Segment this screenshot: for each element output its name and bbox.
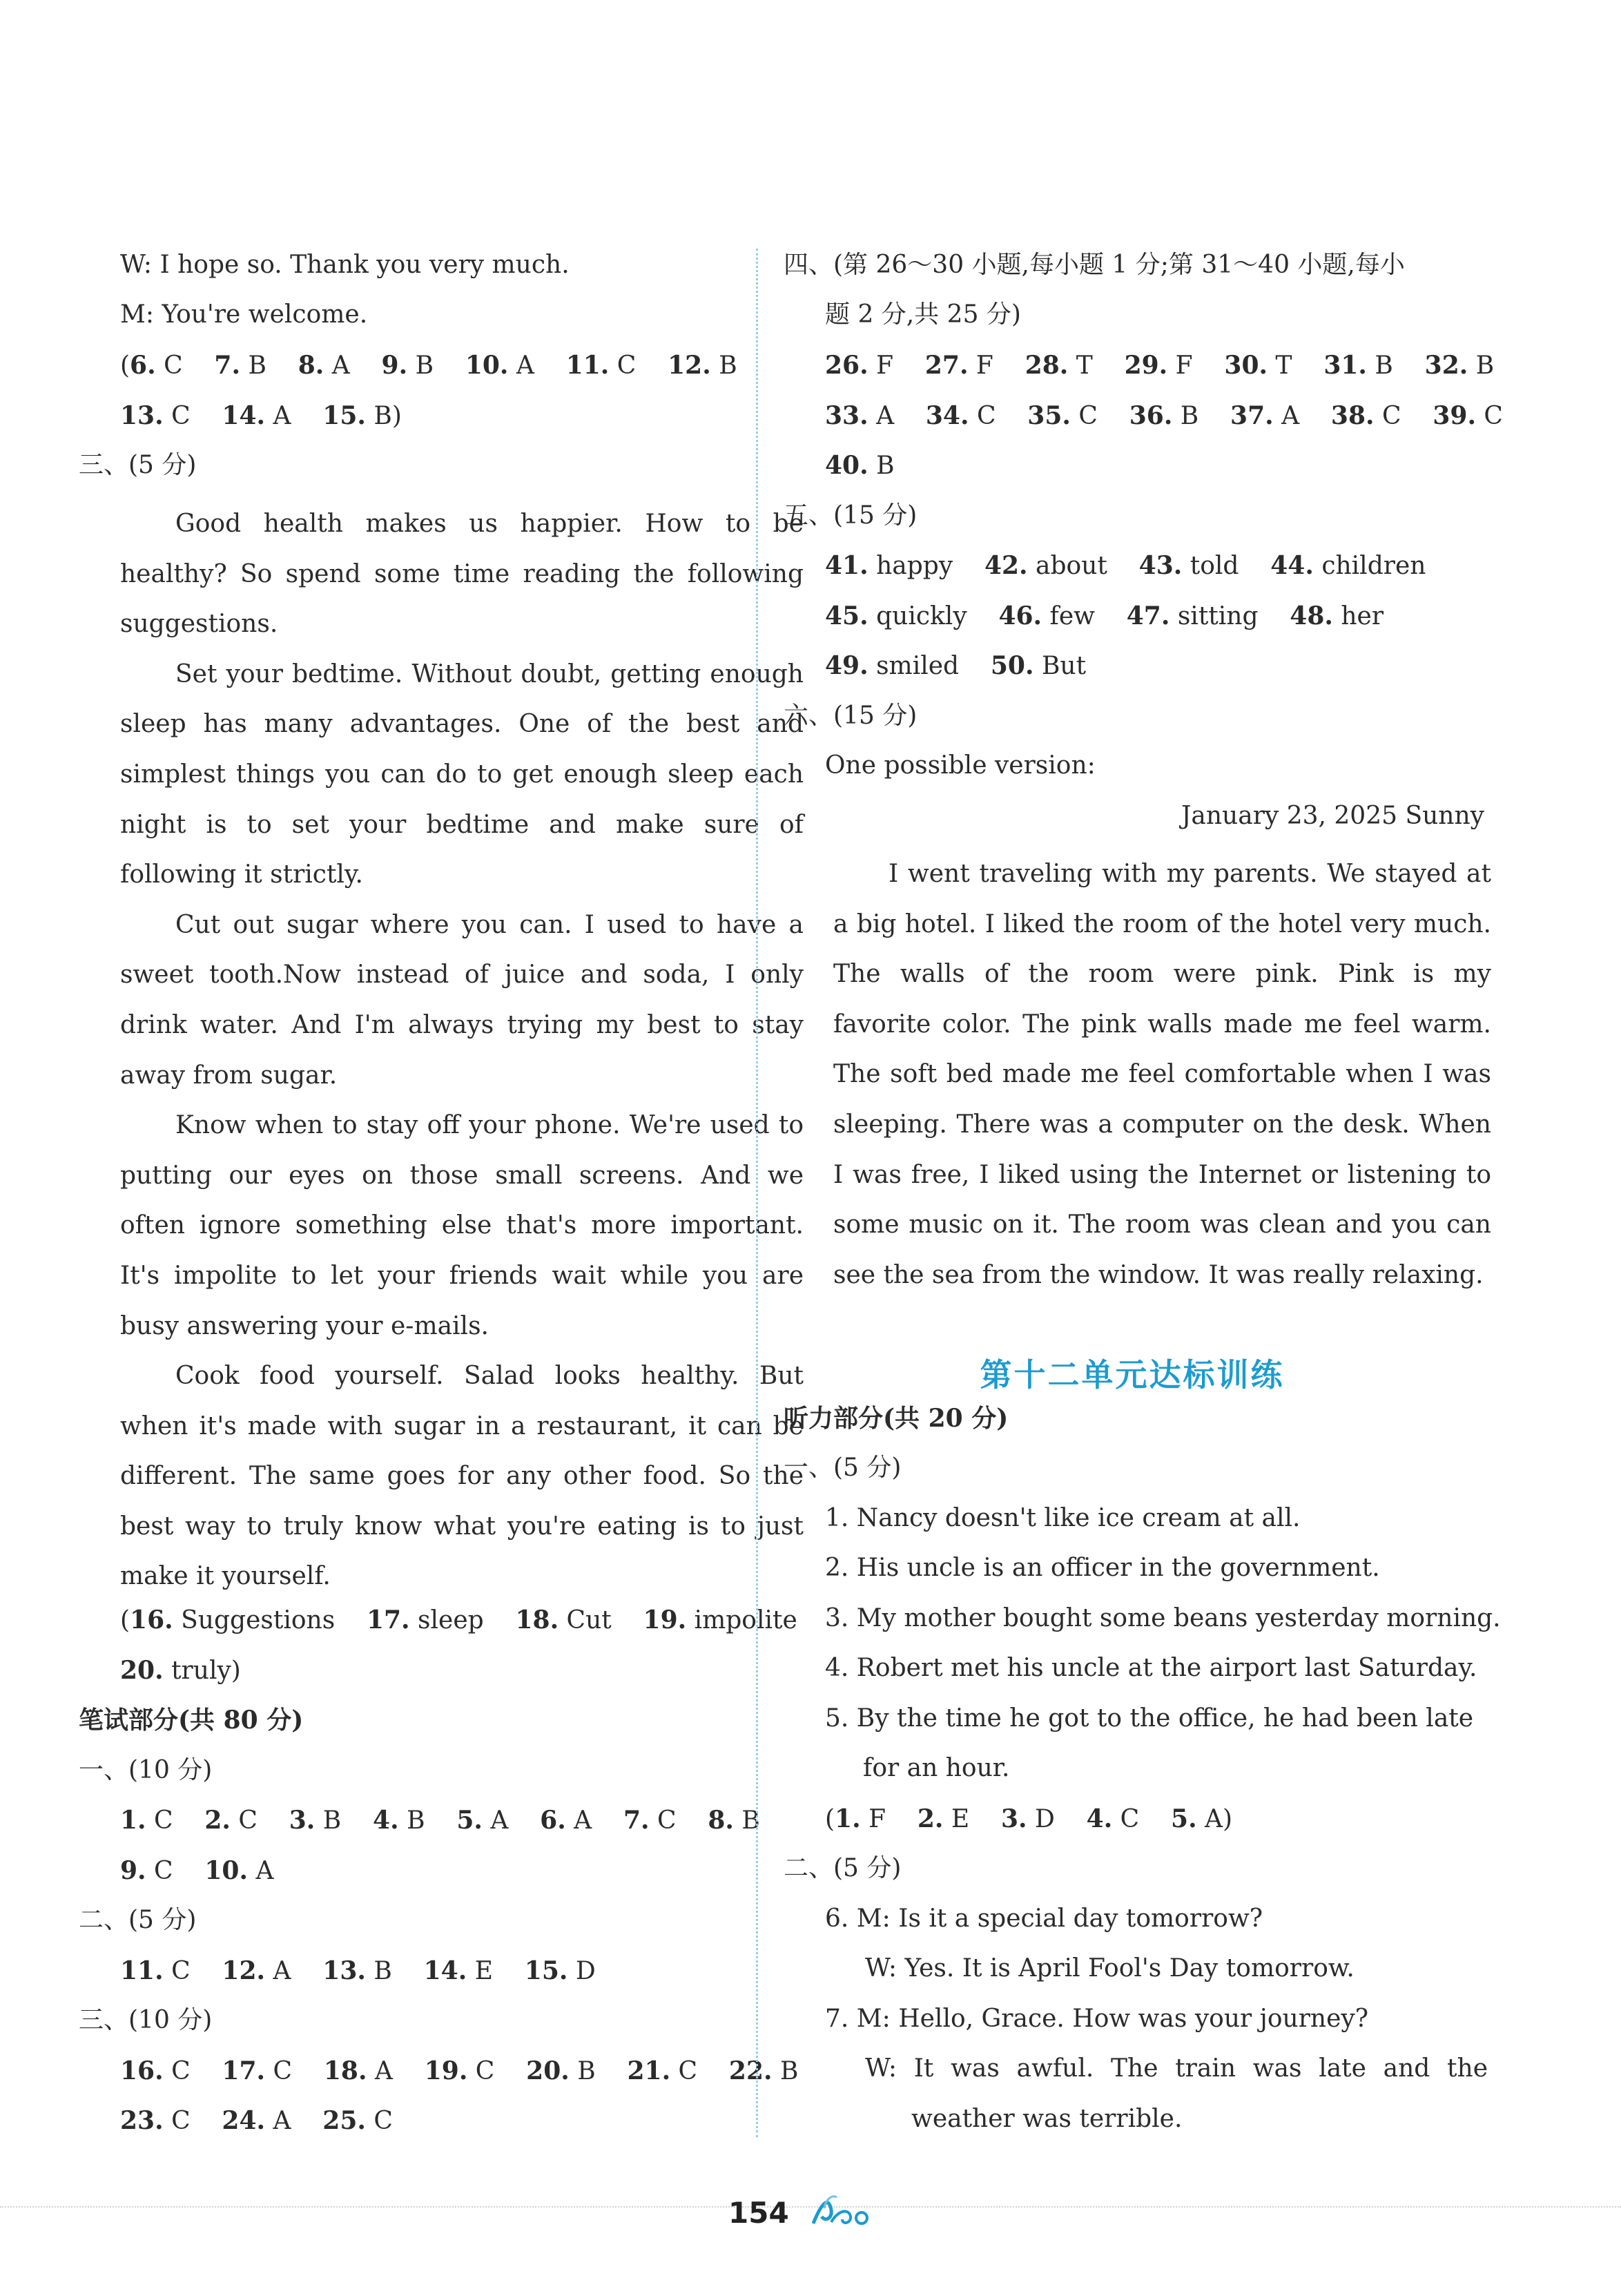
answer-row [120,2104,393,2137]
answer: 7. C [623,1806,677,1835]
section-heading: 一、(5 分) [784,1454,902,1482]
answer: 27. F [924,351,993,380]
section-heading: 五、(15 分) [784,501,918,530]
answer-row [825,349,1494,382]
answer: 45. quickly [825,601,967,630]
answer: 29. F [1124,351,1193,380]
passage-paragraph: Good health makes us happier. How to be healthy? So spend some time reading the following suggestions. [120,510,804,639]
answer: 3. B [289,1806,342,1835]
answer: (1. F [825,1804,886,1833]
answer: 14. E [423,1956,493,1985]
passage [120,499,804,1602]
answer: 36. B [1129,401,1199,430]
answer: 3. D [1000,1804,1055,1833]
dialog-line: W: It was awful. The train was late and the [865,2054,1488,2083]
answer-row [120,1854,273,1887]
answer: 15. B) [322,401,402,430]
dialog-line: W: Yes. It is April Fool's Day tomorrow. [865,1954,1355,1983]
answer: 9. C [120,1856,173,1885]
unit-title: 第十二单元达标训练 [980,1356,1285,1393]
answer: 50. But [990,651,1087,680]
section-heading: 四、(第 26～30 小题,每小题 1 分;第 31～40 小题,每小 [784,251,1405,279]
answer: (6. C [120,351,183,380]
page-number: 154 [728,2196,789,2230]
answer: 8. B [708,1806,760,1835]
answer: (16. Suggestions [120,1605,336,1634]
answer: 11. C [565,351,637,380]
answer: 8. A [298,351,350,380]
listening-item: 5. By the time he got to the office, he had been late [825,1704,1474,1733]
dialog-line: W: I hope so. Thank you very much. [120,251,570,279]
answer: 41. happy [825,551,953,580]
answer-row [120,1804,760,1837]
answer-row [120,1954,596,1987]
answer: 31. B [1323,351,1393,380]
column-divider [756,249,758,2137]
answer: 19. impolite [643,1605,797,1634]
answer: 24. A [222,2106,291,2135]
answer: 35. C [1027,401,1098,430]
answer: 12. B [668,351,737,380]
answer: 32. B [1424,351,1495,380]
answer: 10. A [204,1856,274,1885]
essay-paragraph: I went traveling with my parents. We stayed at a big hotel. I liked the room of the hotel very much. The walls of the room were pink. Pink is my favorite color. The pink walls made me feel warm. The soft bed made me feel comfortable when I was sleeping. There was a computer on the desk. When I was free, I liked using the Internet or listening to some music on it. The room was clean and you can see the sea from the window. It was really relaxing. [833,860,1491,1289]
answer: 37. A [1230,401,1300,430]
listening-item: 3. My mother bought some beans yesterday morning. [825,1604,1501,1632]
answer: 40. B [825,451,895,480]
listening-item: 2. His uncle is an officer in the government. [825,1554,1380,1582]
passage-paragraph: Set your bedtime. Without doubt, getting enough sleep has many advantages. One of the best and simplest things you can do to get enough sleep each night is to set your bedtime and make sure of following it strictly. [120,659,804,889]
answer: 39. C [1433,401,1503,430]
answer-row [825,1802,1232,1835]
section-heading: 六、(15 分) [784,702,918,730]
answer: 38. C [1330,401,1401,430]
answer: 33. A [825,401,895,430]
passage-paragraph: Know when to stay off your phone. We're used to putting our eyes on those small screens. And we often ignore something else that's more important. It's impolite to let your friends wait while you are busy answering your e-mails. [120,1111,804,1340]
answer: 12. A [222,1956,291,1985]
answer-row [825,399,1503,432]
answer: 7. B [214,351,266,380]
dialog-line: 6. M: Is it a special day tomorrow? [825,1904,1263,1933]
section-heading: 听力部分(共 20 分) [784,1404,1009,1433]
section-heading: 三、(10 分) [79,2006,213,2034]
answer: 18. A [323,2056,393,2085]
answer: 48. her [1290,601,1384,630]
answer-row [825,649,1086,682]
answer: 17. sleep [366,1605,484,1634]
answer: 28. T [1025,351,1093,380]
answer-row [120,2054,798,2087]
answer: 4. B [373,1806,425,1835]
answer: 43. told [1138,551,1239,580]
answer-row [825,599,1384,633]
answer-row [120,349,737,382]
swirl-ornament-icon [808,2189,873,2233]
section-heading: 三、(5 分) [79,451,197,479]
answer: 15. D [524,1956,596,1985]
version-label: One possible version: [825,751,1096,780]
answer: 6. A [540,1806,592,1835]
answer: 34. C [925,401,996,430]
answer-row [120,1603,797,1637]
answer: 23. C [120,2106,191,2135]
section-heading: 二、(5 分) [784,1854,902,1882]
answer: 1. C [120,1806,173,1835]
answer: 4. C [1086,1804,1140,1833]
section-heading: 笔试部分(共 80 分) [79,1706,304,1735]
answer: 16. C [120,2056,191,2085]
answer: 30. T [1224,351,1292,380]
answer: 11. C [120,1956,191,1985]
answer: 22. B [728,2056,799,2085]
answer-row [120,399,402,432]
answer: 46. few [998,601,1095,630]
passage-paragraph: Cut out sugar where you can. I used to have a sweet tooth.Now instead of juice and soda, I only drink water. And I'm always trying my best to stay away from sugar. [120,910,804,1090]
answer: 5. A [456,1806,509,1835]
essay [833,849,1491,1300]
diary-date: January 23, 2025 Sunny [1181,802,1484,830]
answer: 14. A [222,401,291,430]
answer: 2. C [204,1806,258,1835]
passage-paragraph: Cook food yourself. Salad looks healthy. But when it's made with sugar in a restaurant, it can be different. The same goes for any other food. So the best way to truly know what you're eating is to just make it yourself. [120,1362,804,1591]
listening-item-cont: for an hour. [863,1754,1010,1782]
answer: 13. B [322,1956,392,1985]
answer-row [825,549,1426,582]
answer: 20. B [526,2056,596,2085]
answer: 42. about [984,551,1107,580]
answer: 21. C [627,2056,698,2085]
answer: 47. sitting [1126,601,1259,630]
answer: 20. truly) [120,1656,241,1685]
answer: 10. A [465,351,534,380]
answer: 17. C [222,2056,293,2085]
answer: 2. E [917,1804,970,1833]
dialog-line: 7. M: Hello, Grace. How was your journey? [825,2005,1369,2033]
answer: 49. smiled [825,651,960,680]
answer: 26. F [825,351,894,380]
listening-item: 4. Robert met his uncle at the airport last Saturday. [825,1654,1477,1682]
answer: 5. A) [1171,1804,1233,1833]
answer: 9. B [381,351,434,380]
answer: 19. C [424,2056,495,2085]
section-heading: 题 2 分,共 25 分) [825,300,1021,329]
answer: 25. C [322,2106,393,2135]
section-heading: 一、(10 分) [79,1756,213,1784]
dialog-line: weather was terrible. [911,2105,1183,2133]
answer: 44. children [1270,551,1426,580]
answer: 18. Cut [515,1605,612,1634]
answer: 13. C [120,401,191,430]
section-heading: 二、(5 分) [79,1906,197,1934]
dialog-line: M: You're welcome. [120,300,368,329]
listening-item: 1. Nancy doesn't like ice cream at all. [825,1504,1301,1532]
